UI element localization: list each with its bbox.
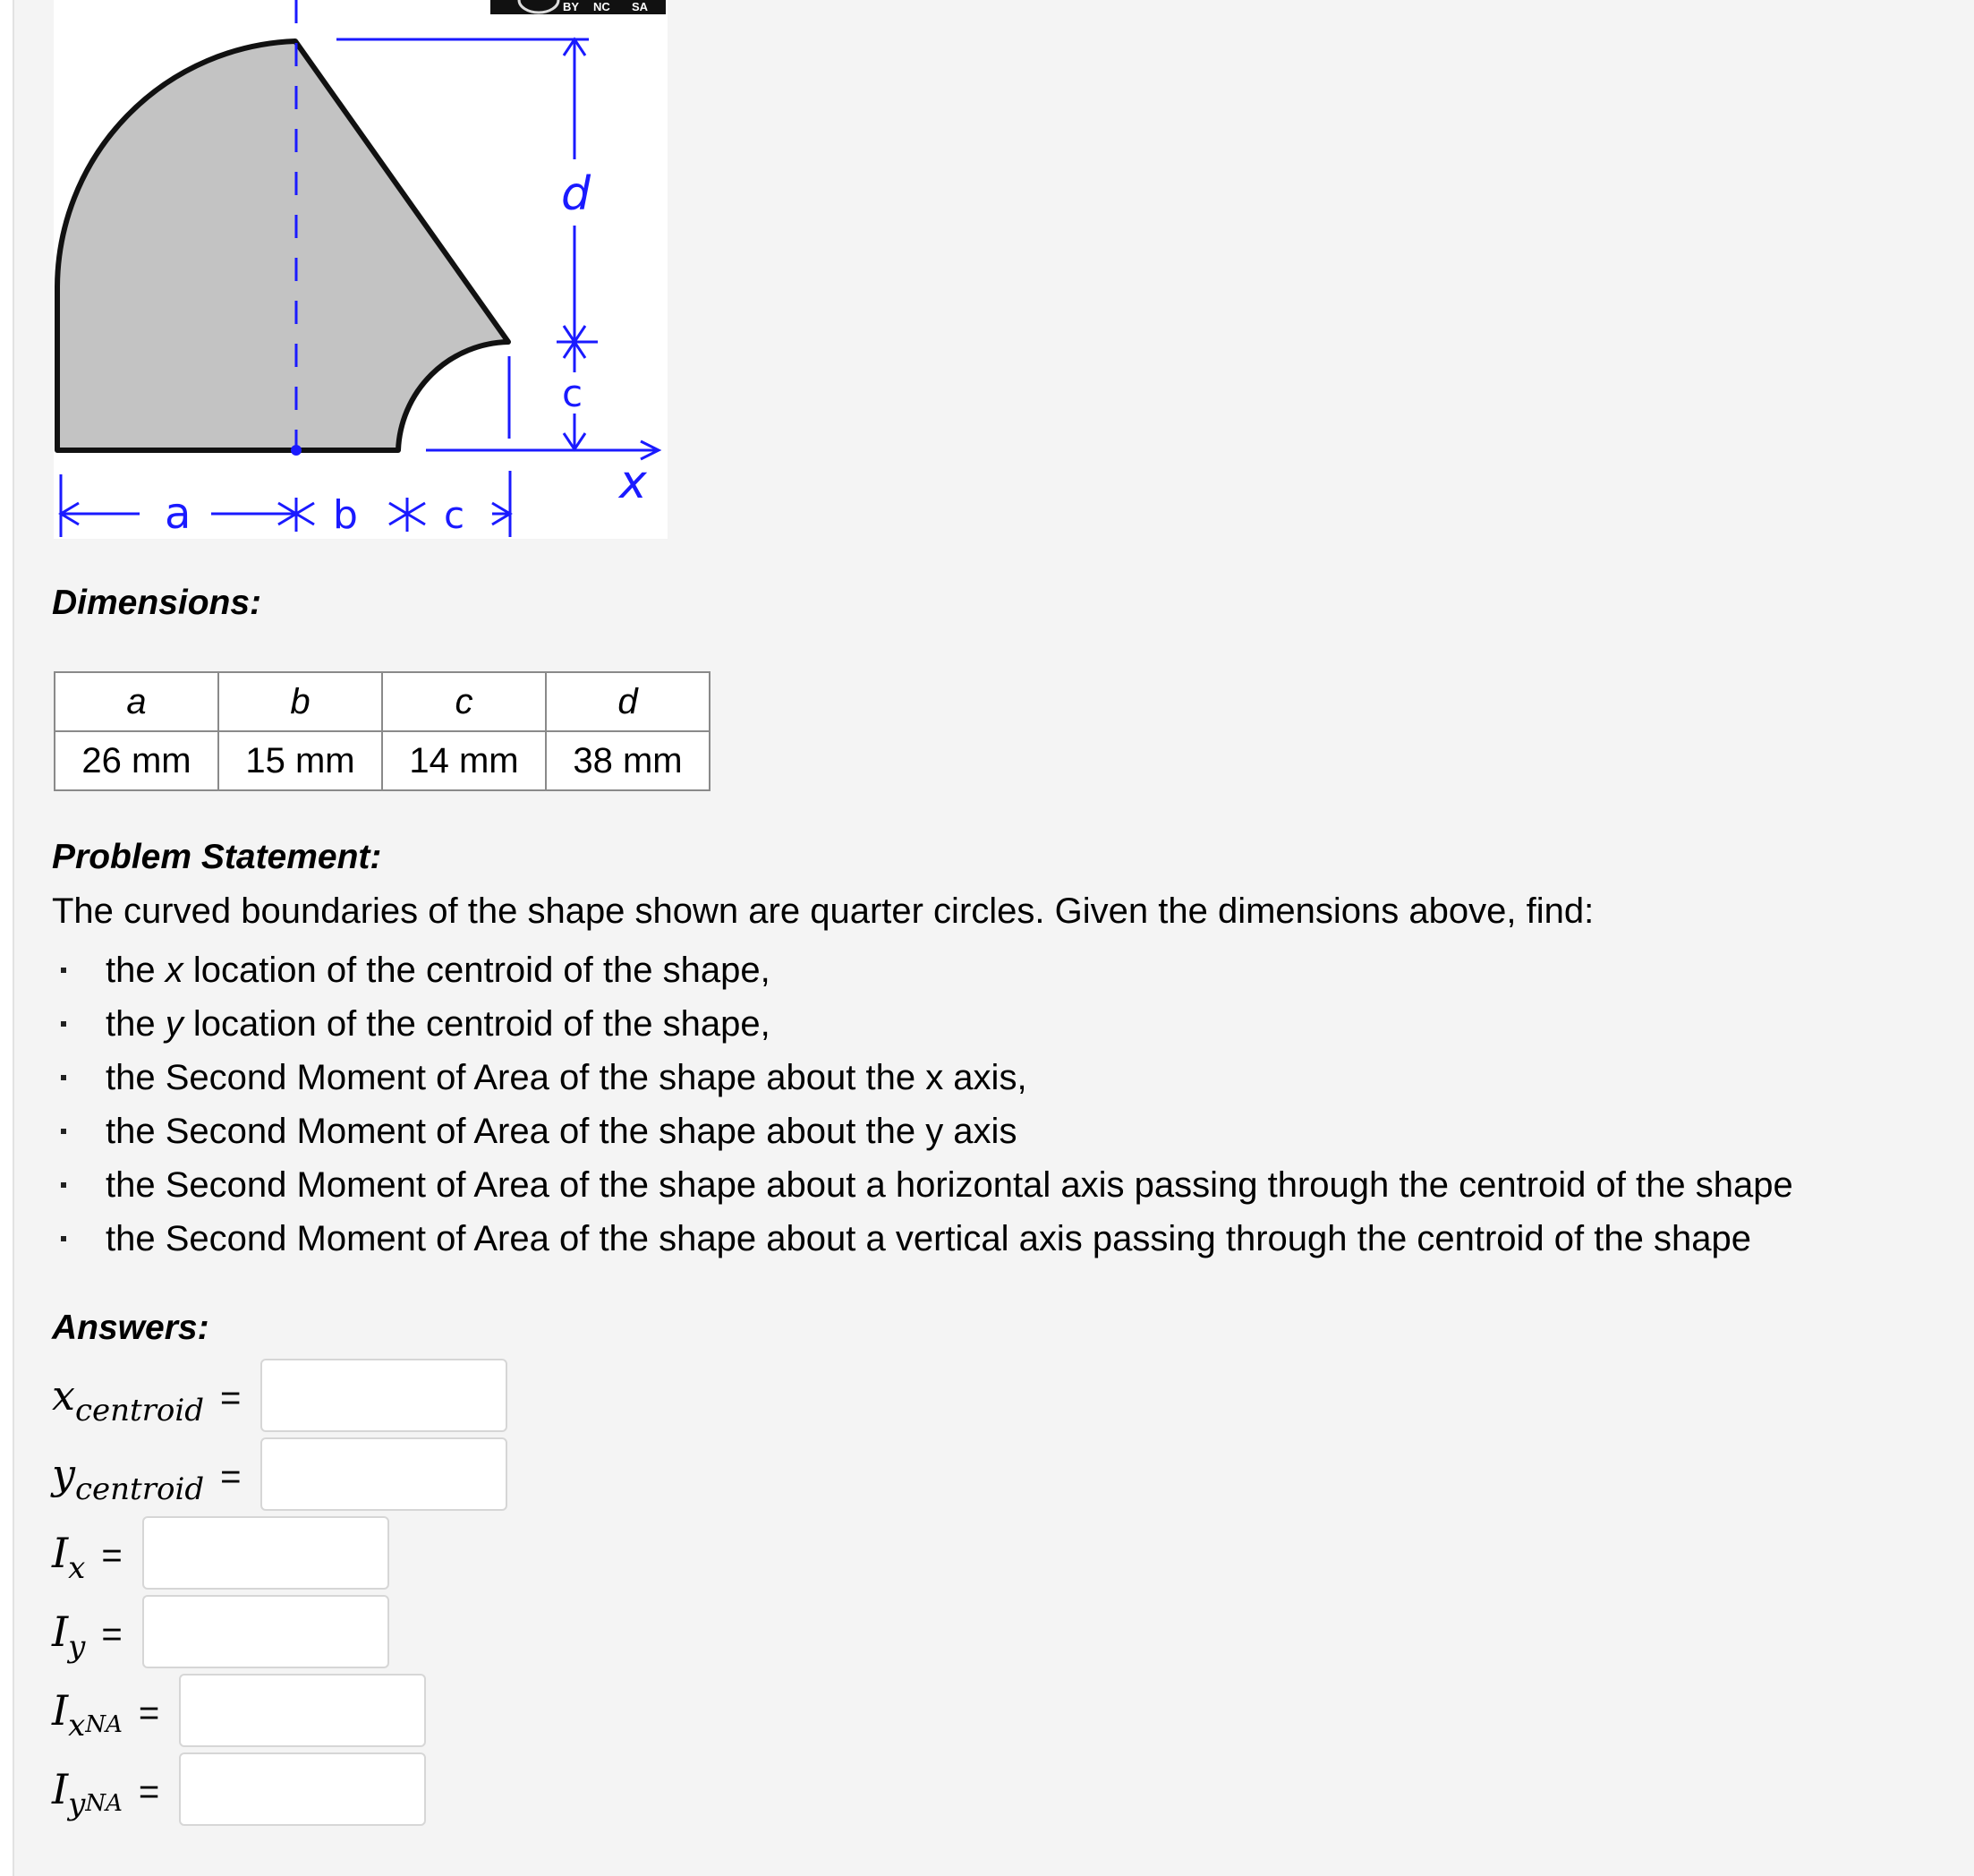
- task-variable: y: [165, 1004, 183, 1044]
- shape-figure: [54, 0, 668, 539]
- b-arrow-left: [296, 503, 314, 524]
- c-bottom-label: c: [444, 493, 465, 537]
- task-item: [52, 1104, 1793, 1158]
- iy-na-label: [52, 1765, 179, 1822]
- cross-section-shape: [57, 41, 508, 450]
- task-text: the Second Moment of Area of the shape about the x axis,: [106, 1058, 1027, 1097]
- task-text-end: location of the centroid of the shape,: [183, 1004, 770, 1044]
- header-a: a: [55, 672, 218, 731]
- origin-dot: [291, 445, 302, 456]
- task-item: [52, 943, 1793, 997]
- d-label: d: [561, 167, 591, 221]
- x-centroid-label: [52, 1371, 260, 1428]
- license-sa: SA: [632, 0, 649, 13]
- task-text-end: location of the centroid of the shape,: [183, 951, 770, 990]
- answer-row-iy-na: [52, 1751, 426, 1828]
- license-by: BY: [563, 0, 580, 13]
- header-c: c: [382, 672, 546, 731]
- b-label: b: [333, 492, 358, 538]
- label-subscript: x: [68, 1550, 86, 1586]
- task-text: the Second Moment of Area of the shape about the y axis: [106, 1112, 1017, 1151]
- task-item: [52, 1212, 1793, 1266]
- answers-heading: Answers:: [52, 1309, 209, 1347]
- task-item: [52, 997, 1793, 1051]
- ix-na-label: [52, 1686, 179, 1744]
- table-header-row: [55, 672, 710, 731]
- equals-sign: =: [138, 1693, 160, 1733]
- y-centroid-input[interactable]: [260, 1437, 507, 1511]
- task-text: the: [106, 1004, 166, 1044]
- label-main: y: [52, 1450, 75, 1498]
- content-panel: [13, 0, 1974, 1876]
- license-nc: NC: [593, 0, 610, 13]
- answer-row-y-centroid: [52, 1436, 507, 1513]
- a-label: a: [165, 489, 191, 539]
- dimensions-table: [54, 671, 710, 791]
- ix-input[interactable]: [142, 1516, 389, 1590]
- header-b: b: [218, 672, 382, 731]
- label-subscript: centroid: [74, 1393, 205, 1428]
- bullet-icon: [61, 1021, 66, 1027]
- problem-intro: The curved boundaries of the shape shown are quarter circles. Given the dimensions above, find:: [52, 891, 1595, 931]
- ix-na-input[interactable]: [179, 1674, 426, 1747]
- x-axis-label: x: [619, 456, 647, 509]
- b-arrow-right: [389, 503, 407, 524]
- label-subscript: y: [68, 1786, 86, 1822]
- c-arrow-left: [407, 503, 425, 524]
- equals-sign: =: [220, 1457, 242, 1497]
- y-centroid-label: [52, 1450, 260, 1507]
- bullet-icon: [61, 968, 66, 973]
- ix-label: [52, 1529, 142, 1586]
- label-subscript: x: [68, 1708, 86, 1744]
- label-sub-subscript: NA: [85, 1790, 123, 1817]
- table-value-row: [55, 731, 710, 790]
- label-sub-subscript: NA: [85, 1711, 123, 1738]
- dimensions-heading: Dimensions:: [52, 584, 262, 622]
- label-subscript: y: [68, 1629, 86, 1665]
- problem-heading: Problem Statement:: [52, 838, 382, 876]
- equals-sign: =: [101, 1536, 123, 1575]
- value-d: 38 mm: [546, 731, 710, 790]
- value-a: 26 mm: [55, 731, 218, 790]
- c-vertical-label: c: [562, 371, 583, 415]
- task-text: the: [106, 951, 166, 990]
- label-main: I: [52, 1607, 69, 1656]
- task-variable: x: [165, 951, 183, 990]
- equals-sign: =: [101, 1615, 123, 1654]
- task-text: the Second Moment of Area of the shape about a horizontal axis passing through the centroid of the shape: [106, 1165, 1793, 1205]
- label-main: x: [52, 1371, 75, 1420]
- value-b: 15 mm: [218, 731, 382, 790]
- task-list: [52, 943, 1793, 1266]
- iy-input[interactable]: [142, 1595, 389, 1668]
- iy-label: [52, 1607, 142, 1665]
- equals-sign: =: [220, 1378, 242, 1418]
- header-d: d: [546, 672, 710, 731]
- label-subscript: centroid: [75, 1471, 205, 1507]
- task-text: the Second Moment of Area of the shape about a vertical axis passing through the centroid of the shape: [106, 1219, 1751, 1258]
- answer-row-ix-na: [52, 1672, 426, 1749]
- answer-row-ix: [52, 1514, 389, 1591]
- bullet-icon: [61, 1075, 66, 1080]
- equals-sign: =: [138, 1772, 160, 1812]
- bullet-icon: [61, 1182, 66, 1188]
- label-main: I: [52, 1529, 69, 1577]
- bullet-icon: [61, 1236, 66, 1241]
- license-badge: [490, 0, 666, 14]
- value-c: 14 mm: [382, 731, 546, 790]
- iy-na-input[interactable]: [179, 1752, 426, 1826]
- label-main: I: [52, 1765, 69, 1813]
- bullet-icon: [61, 1129, 66, 1134]
- task-item: [52, 1051, 1793, 1104]
- answer-row-iy: [52, 1593, 389, 1670]
- shape-diagram: [54, 0, 668, 539]
- x-centroid-input[interactable]: [260, 1359, 507, 1432]
- answer-row-x-centroid: [52, 1357, 507, 1434]
- task-item: [52, 1158, 1793, 1212]
- label-main: I: [52, 1686, 69, 1735]
